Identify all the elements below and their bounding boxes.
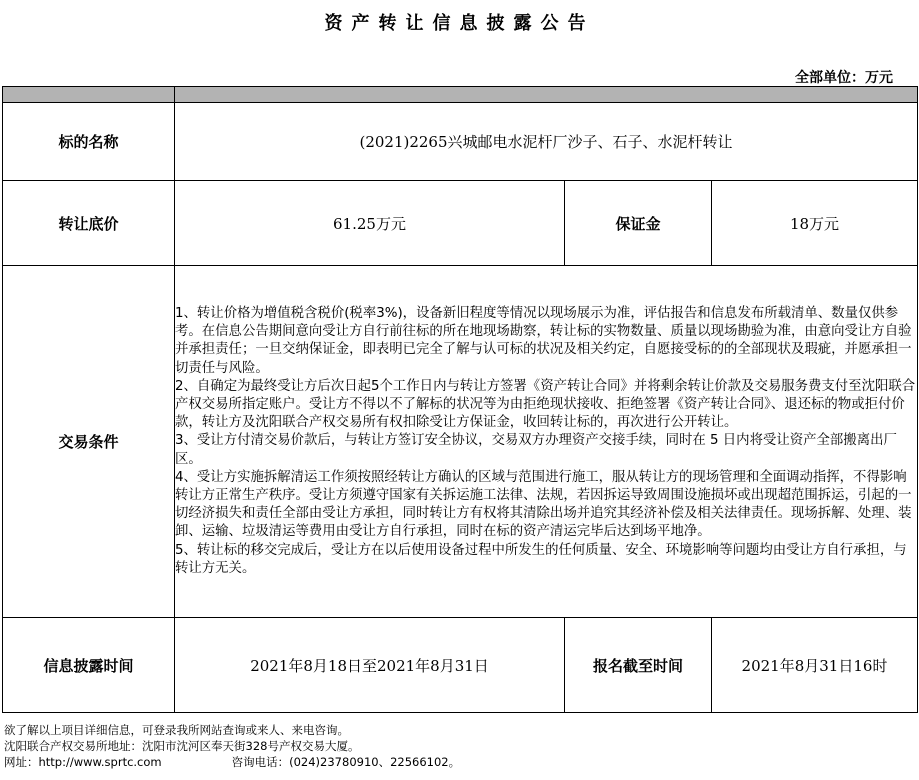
disclosure-table	[2, 86, 918, 713]
terms-item-5: 5、转让标的移交完成后，受让方在以后使用设备过程中所发生的任何质量、安全、环境影响等问题均由受让方自行承担，与转让方无关。	[175, 542, 907, 576]
disclosure-time-label: 信息披露时间	[3, 618, 175, 713]
footer-address-line: 沈阳联合产权交易所地址：沈阳市沈河区奉天街328号产权交易大厦。	[4, 739, 360, 753]
deadline-label: 报名截至时间	[565, 618, 712, 713]
row-terms	[3, 266, 918, 618]
unit-note: 全部单位：万元	[795, 70, 893, 86]
table-header-row	[3, 87, 918, 103]
terms-item-1: 1、转让价格为增值税含税价(税率3%)，设备新旧程度等情况以现场展示为准，评估报告和信息发布所载清单、数量仅供参考。在信息公告期间意向受让方自行前往标的所在地现场勘察，转让标的实物数量、质量以现场勘验为准，由意向受让方自验并承担责任；一旦交纳保证金，即表明已完全了解与认可标的状况及相关约定，自愿接受标的的全部现状及瑕疵，并愿承担一切责任与风险。	[175, 305, 912, 376]
footer-contact-line	[4, 754, 460, 770]
deadline-value: 2021年8月31日16时	[712, 618, 918, 713]
row-price	[3, 181, 918, 266]
footer-phone: 咨询电话：(024)23780910、22566102。	[231, 755, 461, 769]
price-label: 转让底价	[3, 181, 175, 266]
terms-content	[175, 266, 918, 618]
footer-website: 网址：http://www.sprtc.com	[4, 755, 162, 769]
page-title: 资产转让信息披露公告	[324, 13, 595, 34]
terms-item-2: 2、自确定为最终受让方后次日起5个工作日内与转让方签署《资产转让合同》并将剩余转让价款及交易服务费支付至沈阳联合产权交易所指定账户。受让方不得以不了解标的状况等为由拒绝现状接收、拒绝签署《资产转让合同》、退还标的物或拒付价款，转让方及沈阳联合产权交易所有权扣除受让方保证金，收回转让标的，再次进行公开转让。	[175, 378, 916, 431]
footer-info-line: 欲了解以上项目详细信息，可登录我所网站查询或来人、来电咨询。	[4, 723, 349, 737]
terms-item-4: 4、受让方实施拆解清运工作须按照经转让方确认的区域与范围进行施工，服从转让方的现场管理和全面调动指挥，不得影响转让方正常生产秩序。受让方须遵守国家有关拆运施工法律、法规，若因拆运导致周围设施损坏或出现超范围拆运，引起的一切经济损失和责任全部由受让方承担，同时转让方有权将其清除出场并追究其经济补偿及相关法律责任。现场拆解、处理、装卸、运输、垃圾清运等费用由受让方自行承担，同时在标的资产清运完毕后达到场平地净。	[175, 469, 912, 540]
footer	[4, 722, 460, 770]
header-cell-left	[3, 87, 175, 103]
deposit-label: 保证金	[565, 181, 712, 266]
terms-label: 交易条件	[3, 266, 175, 618]
asset-name-value: (2021)2265兴城邮电水泥杆厂沙子、石子、水泥杆转让	[175, 103, 918, 181]
deposit-value: 18万元	[712, 181, 918, 266]
row-disclosure-time	[3, 618, 918, 713]
price-value: 61.25万元	[175, 181, 565, 266]
asset-name-label: 标的名称	[3, 103, 175, 181]
disclosure-time-value: 2021年8月18日至2021年8月31日	[175, 618, 565, 713]
row-asset-name	[3, 103, 918, 181]
terms-item-3: 3、受让方付清交易价款后，与转让方签订安全协议，交易双方办理资产交接手续，同时在 5 日内将受让资产全部搬离出厂区。	[175, 433, 897, 467]
header-cell-right	[175, 87, 918, 103]
